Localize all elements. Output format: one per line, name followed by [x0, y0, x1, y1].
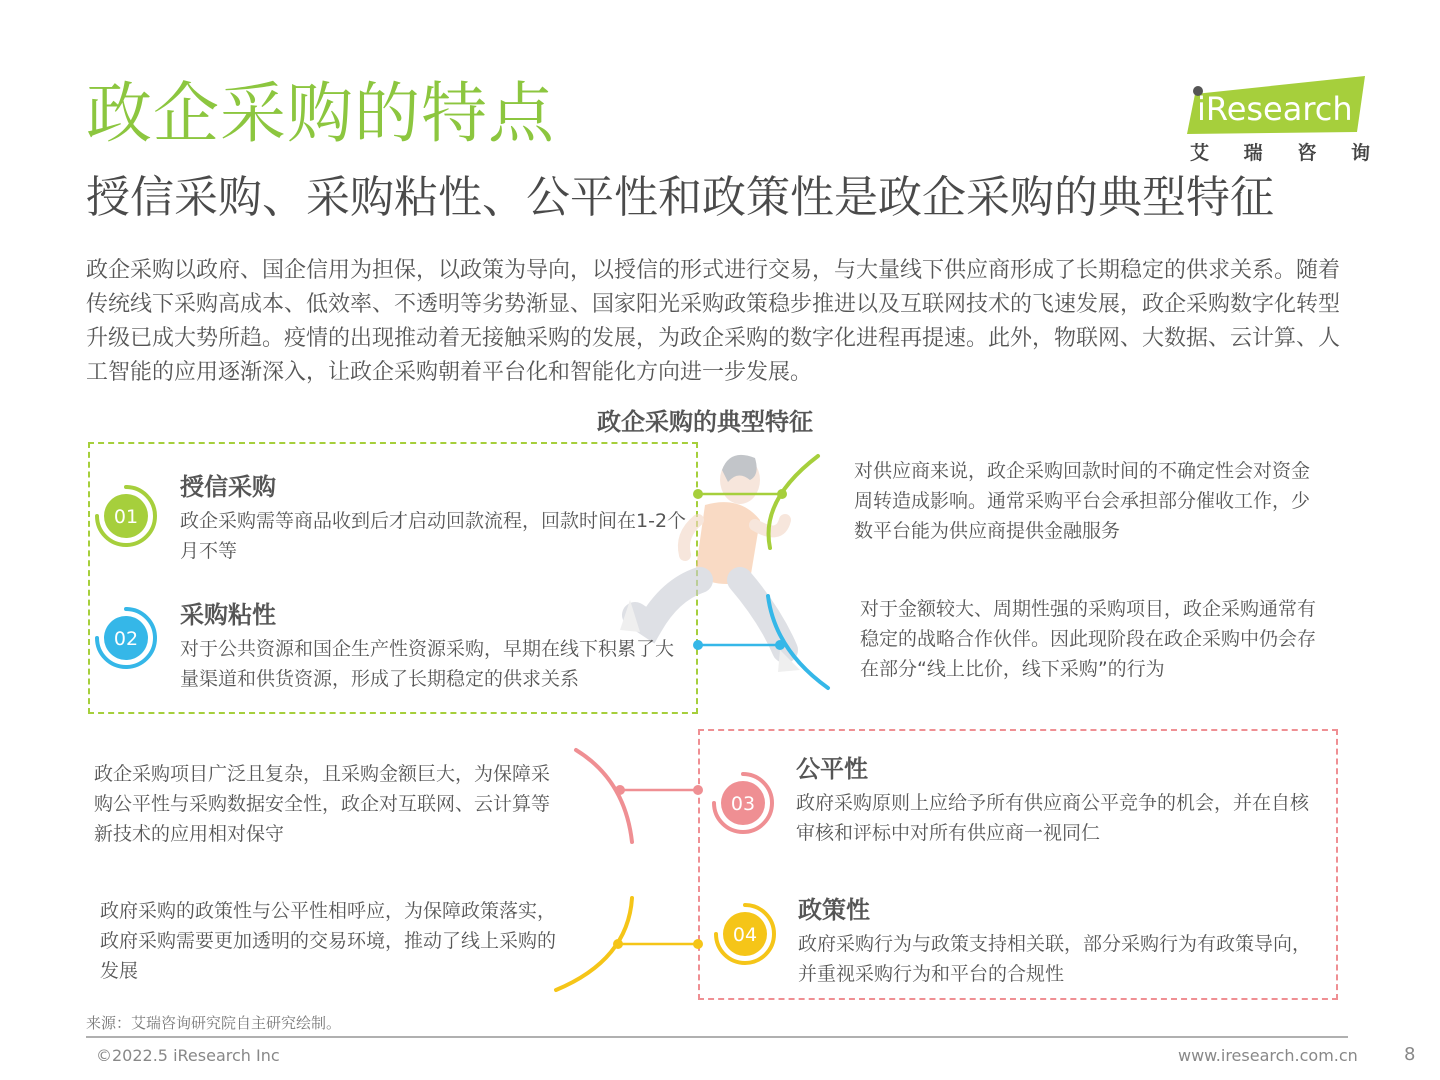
svg-text:01: 01 — [113, 506, 139, 528]
website-link[interactable]: www.iresearch.com.cn — [1178, 1046, 1358, 1065]
intro-paragraph: 政企采购以政府、国企信用为担保，以政策为导向，以授信的形式进行交易，与大量线下供应商形成了长期稳定的供求关系。随着传统线下采购高成本、低效率、不透明等劣势渐显、国家阳光采购政策稳步推进以及互联网技术的飞速发展，政企采购数字化转型升级已成大势所趋。疫情的出现推动着无接触采购的发展，为政企采购的数字化进程再提速。此外，物联网、大数据、云计算、人工智能的应用逐渐深入，让政企采购朝着平台化和智能化方向进一步发展。 — [86, 258, 1341, 385]
side-note-stickiness: 对于金额较大、周期性强的采购项目，政企采购通常有稳定的战略合作伙伴。因此现阶段在政企采购中仍会存在部分“线上比价，线下采购”的行为 — [860, 598, 1317, 680]
page-title: 政企采购的特点 — [86, 75, 555, 152]
badge-03-icon — [711, 771, 775, 835]
logo-wordmark: iResearch — [1197, 90, 1353, 128]
logo-char-4: 询 — [1350, 142, 1370, 164]
badge-01-icon — [94, 484, 158, 548]
logo-char-3: 咨 — [1297, 142, 1317, 164]
feature-credit-purchase — [180, 472, 690, 566]
logo-char-2: 瑞 — [1243, 142, 1263, 164]
feature-desc: 政府采购原则上应给予所有供应商公平竞争的机会，并在自核审核和评标中对所有供应商一视同仁 — [796, 792, 1310, 844]
feature-purchase-stickiness — [180, 600, 690, 694]
feature-desc: 政企采购需等商品收到后才启动回款流程，回款时间在1-2个月不等 — [180, 510, 687, 562]
page-subtitle: 授信采购、采购粘性、公平性和政策性是政企采购的典型特征 — [86, 172, 1274, 223]
side-note-fairness: 政企采购项目广泛且复杂，且采购金额巨大，为保障采购公平性与采购数据安全性，政企对互联网、云计算等新技术的应用相对保守 — [94, 763, 551, 845]
feature-policy — [798, 895, 1318, 989]
feature-desc: 对于公共资源和国企生产性资源采购，早期在线下积累了大量渠道和供货资源，形成了长期稳定的供求关系 — [180, 638, 675, 690]
source-note: 来源：艾瑞咨询研究院自主研究绘制。 — [86, 1014, 342, 1032]
badge-02-icon — [94, 606, 158, 670]
logo-chinese — [1190, 138, 1370, 165]
page-number: 8 — [1404, 1044, 1416, 1065]
svg-text:02: 02 — [113, 628, 139, 650]
feature-title: 公平性 — [796, 755, 868, 783]
svg-text:03: 03 — [730, 793, 756, 815]
footer-divider — [86, 1036, 1348, 1038]
side-note-credit: 对供应商来说，政企采购回款时间的不确定性会对资金周转造成影响。通常采购平台会承担部分催收工作，少数平台能为供应商提供金融服务 — [854, 460, 1311, 542]
logo-char-1: 艾 — [1190, 142, 1210, 164]
feature-title: 采购粘性 — [180, 601, 276, 629]
feature-title: 授信采购 — [180, 473, 276, 501]
copyright: ©2022.5 iResearch Inc — [96, 1046, 280, 1065]
badge-04-icon — [713, 902, 777, 966]
side-note-policy: 政府采购的政策性与公平性相呼应，为保障政策落实，政府采购需要更加透明的交易环境，推动了线上采购的发展 — [100, 900, 557, 982]
feature-title: 政策性 — [798, 896, 870, 924]
diagram-title: 政企采购的典型特征 — [597, 408, 813, 436]
feature-fairness — [796, 754, 1326, 848]
feature-desc: 政府采购行为与政策支持相关联，部分采购行为有政策导向，并重视采购行为和平台的合规性 — [798, 933, 1312, 985]
svg-text:04: 04 — [732, 924, 758, 946]
